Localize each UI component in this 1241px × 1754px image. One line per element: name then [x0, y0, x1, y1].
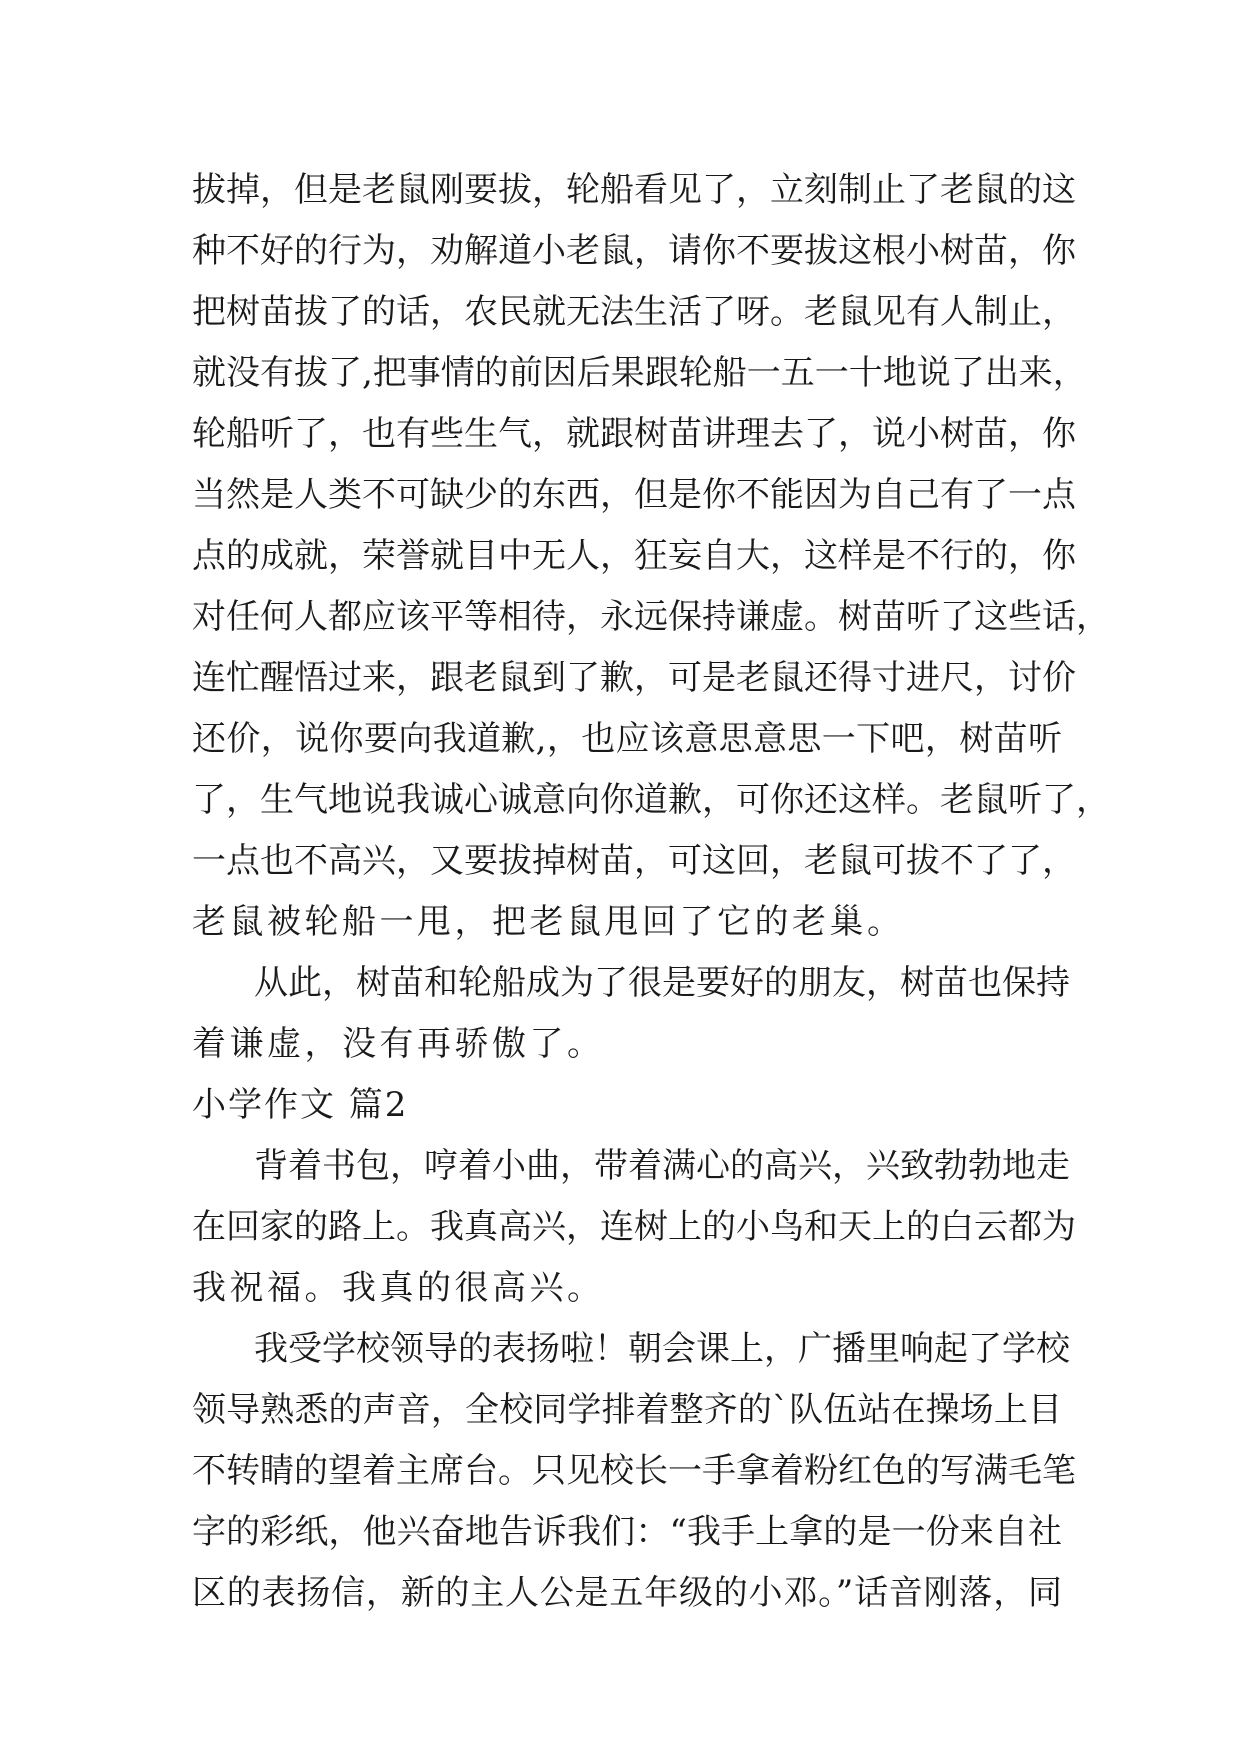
- text-line: 领导熟悉的声音，全校同学排着整齐的`队伍站在操场上目: [192, 1390, 1062, 1430]
- text-line: 当然是人类不可缺少的东西，但是你不能因为自己有了一点: [192, 475, 1076, 515]
- text-line: 不转睛的望着主席台。只见校长一手拿着粉红色的写满毛笔: [192, 1451, 1076, 1491]
- text-line: 一点也不高兴，又要拔掉树苗，可这回，老鼠可拔不了了，: [192, 841, 1076, 881]
- section-heading: 小学作文 篇2: [192, 1085, 409, 1125]
- text-line: 拔掉，但是老鼠刚要拔，轮船看见了，立刻制止了老鼠的这: [192, 170, 1076, 210]
- text-line: 把树苗拔了的话，农民就无法生活了呀。老鼠见有人制止，: [192, 292, 1076, 332]
- text-line: 背着书包，哼着小曲，带着满心的高兴，兴致勃勃地走: [254, 1146, 1070, 1186]
- text-line: 字的彩纸，他兴奋地告诉我们：“我手上拿的是一份来自社: [192, 1512, 1062, 1552]
- document-body: [192, 160, 1110, 1624]
- text-line: 在回家的路上。我真高兴，连树上的小鸟和天上的白云都为: [192, 1207, 1076, 1247]
- paragraph-4: [192, 1319, 1076, 1624]
- text-line: 从此，树苗和轮船成为了很是要好的朋友，树苗也保持: [254, 963, 1070, 1003]
- text-line: 种不好的行为，劝解道小老鼠，请你不要拔这根小树苗，你: [192, 231, 1076, 271]
- text-line: 就没有拔了,把事情的前因后果跟轮船一五一十地说了出来，: [192, 353, 1087, 393]
- text-line: 对任何人都应该平等相待，永远保持谦虚。树苗听了这些话，: [192, 597, 1110, 637]
- text-line: 区的表扬信，新的主人公是五年级的小邓。”话音刚落，同: [192, 1573, 1062, 1613]
- paragraph-1: [192, 160, 1110, 953]
- text-line: 着谦虚，没有再骄傲了。: [192, 1024, 605, 1064]
- text-line: 老鼠被轮船一甩，把老鼠甩回了它的老巢。: [192, 902, 905, 942]
- paragraph-3: [192, 1136, 1076, 1319]
- text-line: 连忙醒悟过来，跟老鼠到了歉，可是老鼠还得寸进尺，讨价: [192, 658, 1076, 698]
- text-line: 点的成就，荣誉就目中无人，狂妄自大，这样是不行的，你: [192, 536, 1076, 576]
- text-line: 我祝福。我真的很高兴。: [192, 1268, 605, 1308]
- text-line: 还价，说你要向我道歉,，也应该意思意思一下吧，树苗听: [192, 719, 1062, 759]
- text-line: 我受学校领导的表扬啦！朝会课上，广播里响起了学校: [254, 1329, 1070, 1369]
- text-line: 轮船听了，也有些生气，就跟树苗讲理去了，说小树苗，你: [192, 414, 1076, 454]
- paragraph-2: [192, 953, 1070, 1075]
- text-line: 了，生气地说我诚心诚意向你道歉，可你还这样。老鼠听了，: [192, 780, 1110, 820]
